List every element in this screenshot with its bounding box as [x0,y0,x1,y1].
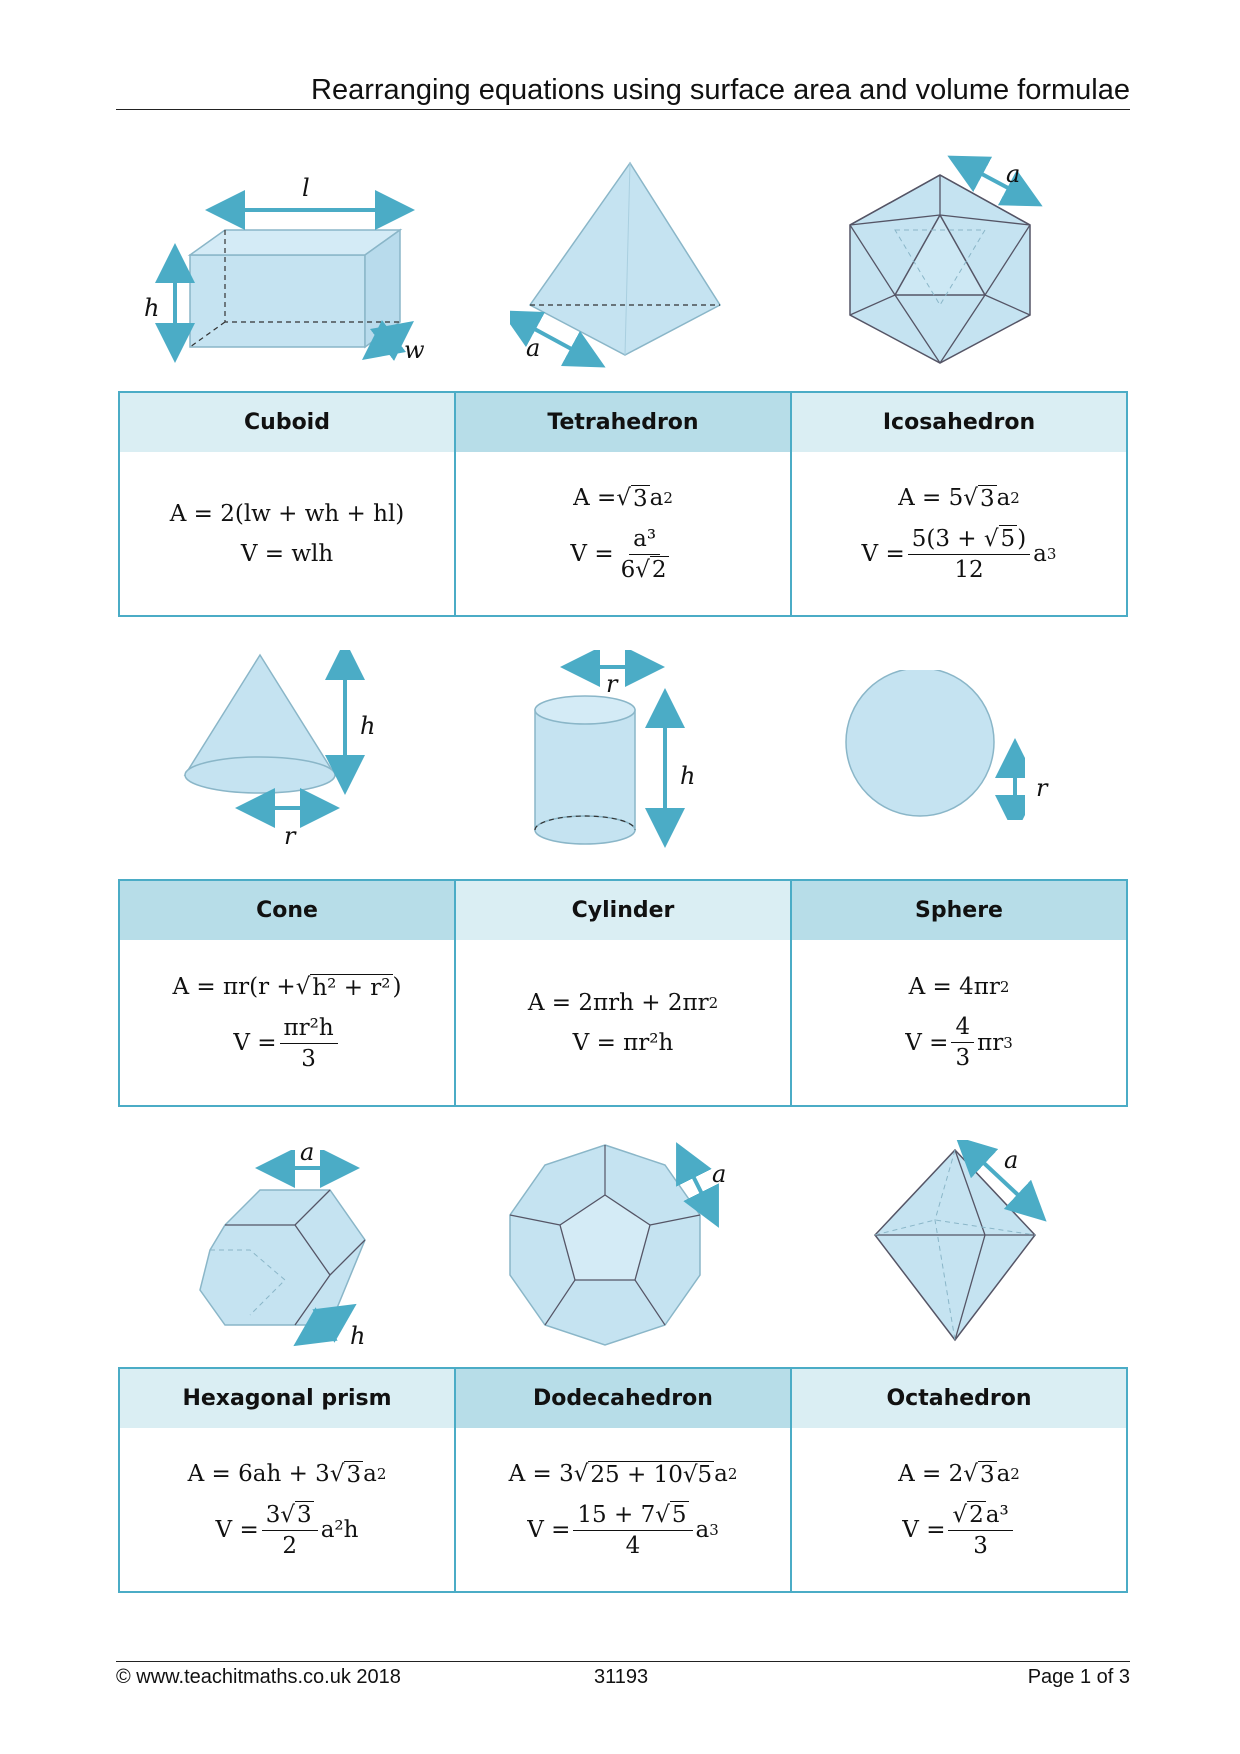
octahedron-area-formula: A = 2 √ 3 a 2 [898,1461,1020,1488]
cuboid-cell [120,393,456,615]
hexagonal-prism-header: Hexagonal prism [120,1369,454,1428]
sphere-volume-formula: V = $\frac{4}{3}$ πr 3 [905,1014,1013,1071]
label-a-dodeca: a [712,1160,727,1188]
dodecahedron-diagram [500,1140,740,1350]
dodecahedron-cell [456,1369,792,1591]
label-a-tetra: a [526,334,541,362]
sphere-diagram [845,670,1025,820]
header-rule [116,109,1130,110]
hexagonal-prism-volume-formula: V = $\frac{3√3}{2}$ a²h [215,1501,359,1559]
label-r-cylinder: r [606,670,618,698]
octahedron-diagram [860,1140,1050,1350]
cone-volume-formula: V = $\frac{\text{πr²h}}{3}$ [233,1015,340,1072]
tetrahedron-diagram [510,155,740,375]
octahedron-header: Octahedron [792,1369,1126,1428]
footer-resource-id: 31193 [594,1666,649,1688]
cone-diagram [180,650,380,830]
label-r-sphere: r [1036,774,1048,802]
label-h-cone: h [360,712,376,740]
label-l: l [302,174,310,202]
label-a-icosa: a [1006,160,1021,188]
label-a-octa: a [1004,1146,1019,1174]
icosahedron-header: Icosahedron [792,393,1126,452]
tetrahedron-volume-formula: V = $\frac{\text{a³}}{6√2}$ [570,525,667,583]
label-w: w [404,336,425,364]
octahedron-volume-formula: V = $\frac{\text{√2a³}}{3}$ [902,1502,1015,1559]
formula-table-row-3 [118,1367,1128,1593]
cylinder-header: Cylinder [456,881,790,940]
label-h: h [144,294,160,322]
sphere-area-formula: A = 4πr 2 [908,974,1010,1000]
cone-header: Cone [120,881,454,940]
cone-area-formula: A = πr(r + √ h² + r² ) [172,974,402,1001]
tetrahedron-cell [456,393,792,615]
footer-page-number: Page 1 of 3 [1027,1666,1130,1688]
sphere-cell [792,881,1126,1105]
page-title: Rearranging equations using surface area and volume formulae [311,74,1130,106]
icosahedron-volume-formula: V = $\frac{5(3 + √5)}{12}$ a 3 [861,525,1057,583]
octahedron-cell [792,1369,1126,1591]
formula-table-row-2 [118,879,1128,1107]
cone-cell [120,881,456,1105]
dodecahedron-area-formula: A = 3 √ 25 + 10√5 a 2 [508,1461,738,1488]
hexagonal-prism-area-formula: A = 6ah + 3 √ 3 a 2 [187,1461,387,1488]
footer-rule [116,1661,1130,1662]
icosahedron-cell [792,393,1126,615]
cylinder-area-formula: A = 2πrh + 2πr 2 [527,989,719,1016]
cuboid-diagram [140,165,460,365]
label-h-cylinder: h [680,762,696,790]
tetrahedron-header: Tetrahedron [456,393,790,452]
cuboid-header: Cuboid [120,393,454,452]
label-h-hex: h [350,1322,366,1350]
cuboid-volume-formula: V = wlh [240,540,334,567]
cuboid-area-formula: A = 2(lw + wh + hl) [169,500,405,527]
cylinder-cell [456,881,792,1105]
dodecahedron-volume-formula: V = $\frac{15 + 7√5}{4}$ a 3 [527,1501,719,1559]
label-r-cone: r [284,822,296,850]
footer-copyright: © www.teachitmaths.co.uk 2018 [116,1666,401,1688]
dodecahedron-header: Dodecahedron [456,1369,790,1428]
icosahedron-area-formula: A = 5 √ 3 a 2 [898,485,1020,512]
sphere-header: Sphere [792,881,1126,940]
tetrahedron-area-formula: A = √ 3 a 2 [573,485,673,512]
cylinder-volume-formula: V = πr²h [572,1029,674,1056]
formula-table-row-1 [118,391,1128,617]
hexagonal-prism-cell [120,1369,456,1591]
label-a-hex: a [300,1138,315,1166]
